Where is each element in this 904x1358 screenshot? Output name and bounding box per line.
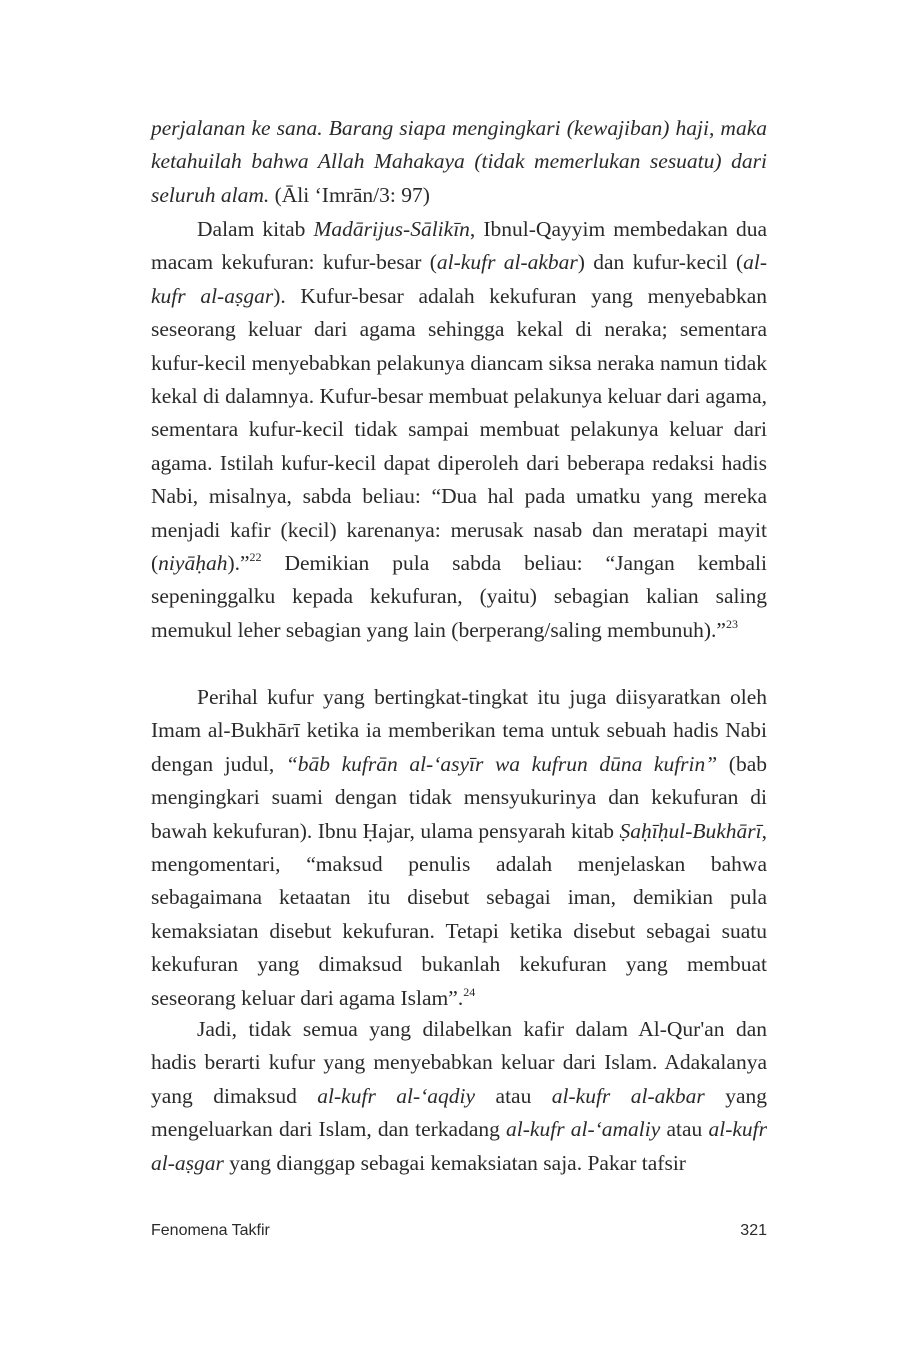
- p3-italic-3: al-kufr al-‘amaliy: [506, 1117, 661, 1142]
- footnote-ref-22: 22: [249, 550, 262, 565]
- p2-text-1: Perihal kufur yang bertingkat-tingkat itu juga diisyaratkan oleh Imam al-Bukhārī ketika ia memberikan tema untuk sebuah hadis Nabi dengan judul,: [151, 685, 767, 776]
- footnote-ref-24: 24: [463, 984, 476, 999]
- p3-text-1: Jadi, tidak semua yang dilabelkan kafir dalam Al-Qur'an dan hadis berarti kufur yang menyebabkan keluar dari Islam. Adakalanya yang dimaksud: [151, 1017, 767, 1108]
- p3-text-4: atau: [660, 1117, 709, 1142]
- p1-text-5: ).”: [227, 551, 250, 576]
- quote-reference: (Āli ‘Imrān/3: 97): [269, 182, 430, 207]
- running-footer-title: Fenomena Takfir: [151, 1222, 270, 1239]
- p3-italic-4: al-kufr al-aṣgar: [151, 1117, 768, 1175]
- p3-text-5: yang dianggap sebagai kemaksiatan saja. Pakar tafsir: [223, 1150, 686, 1175]
- p2-italic-2: Ṣaḥīḥul-Bukhārī: [619, 818, 762, 843]
- p3-italic-1: al-kufr al-‘aqdiy: [317, 1083, 476, 1108]
- p1-text-4: ). Kufur-besar adalah kekufuran yang menyebabkan seseorang keluar dari agama sehingga kekal di neraka; sementara kufur-kecil menyebabkan pelakunya diancam siksa neraka namun tidak kekal di dalamnya. Kufur-besar membuat pelakunya keluar dari agama, sementara kufur-kecil tidak sampai membuat pelakunya keluar dari agama. Istilah kufur-kecil dapat diperoleh dari beberapa redaksi hadis Nabi, misalnya, sabda beliau: “Dua hal pada umatku yang mereka menjadi kafir (kecil) karenanya: merusak nasab dan meratapi mayit (: [151, 283, 768, 576]
- paragraph-3: [151, 1013, 767, 1180]
- p2-text-3: , mengomentari, “maksud penulis adalah menjelaskan bahwa sebagaimana ketaatan itu disebut sebagai iman, demikian pula kemaksiatan disebut kekufuran. Tetapi ketika disebut sebagai suatu kekufuran yang dimaksud bukanlah kekufuran yang membuat seseorang keluar dari agama Islam”.: [151, 818, 767, 1010]
- p1-text-2: , Ibnul-Qayyim membedakan dua macam kekufuran: kufur-besar (: [151, 217, 767, 275]
- page-number: 321: [740, 1222, 767, 1239]
- paragraph-2: [151, 681, 767, 1015]
- p2-italic-1: “bāb kufrān al-‘asyīr wa kufrun dūna kufrin”: [285, 751, 718, 776]
- p1-text-6: Demikian pula sabda beliau: “Jangan kembali sepeninggalku kepada kekufuran, (yaitu) sebagian kalian saling memukul leher sebagian yang lain (berperang/saling membunuh).”: [151, 551, 767, 642]
- quran-quote: [151, 112, 767, 212]
- p1-italic-2: al-kufr al-akbar: [436, 250, 578, 275]
- p2-text-2: (bab mengingkari suami dengan tidak mensyukurinya dan kekufuran di bawah kekufuran). Ibnu Ḥajar, ulama pensyarah kitab: [151, 751, 767, 843]
- paragraph-1: [151, 213, 767, 647]
- footnote-ref-23: 23: [725, 616, 738, 631]
- p1-text-1: Dalam kitab: [197, 217, 314, 241]
- p1-text-3: ) dan kufur-kecil (: [577, 250, 744, 275]
- quote-text: perjalanan ke sana. Barang siapa mengingkari (kewajiban) haji, maka ketahuilah bahwa Allah Mahakaya (tidak memerlukan sesuatu) dari seluruh alam.: [151, 116, 767, 207]
- p1-italic-1: Madārijus-Sālikīn: [313, 217, 470, 241]
- p3-italic-2: al-kufr al-akbar: [551, 1083, 705, 1108]
- p1-italic-4: niyāḥah: [158, 551, 228, 576]
- p3-text-2: atau: [475, 1083, 552, 1108]
- p1-italic-3: al-kufr al-aṣgar: [151, 250, 767, 308]
- p3-text-3: yang mengeluarkan dari Islam, dan terkadang: [151, 1083, 768, 1142]
